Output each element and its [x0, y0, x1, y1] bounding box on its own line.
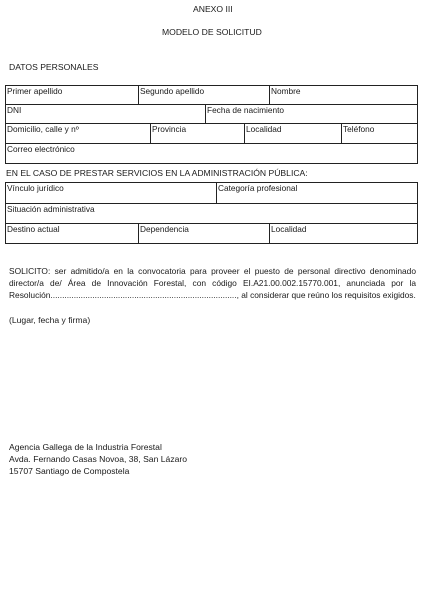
localidad-destino-label: Localidad — [271, 224, 307, 234]
address-block — [9, 441, 187, 477]
address-line-2: Avda. Fernando Casas Novoa, 38, San Lázaro — [9, 454, 188, 464]
correo-label: Correo electrónico — [7, 144, 75, 154]
situacion-label: Situación administrativa — [7, 204, 95, 214]
fecha-nacimiento-label: Fecha de nacimiento — [207, 105, 285, 115]
correo-field[interactable] — [5, 143, 418, 164]
lugar-fecha-firma: (Lugar, fecha y firma) — [9, 315, 91, 325]
nombre-field[interactable] — [269, 85, 418, 105]
segundo-apellido-label: Segundo apellido — [140, 86, 205, 96]
categoria-label: Categoría profesional — [218, 183, 298, 193]
fecha-nacimiento-field[interactable] — [205, 104, 418, 124]
telefono-label: Teléfono — [343, 124, 375, 134]
provincia-label: Provincia — [152, 124, 187, 134]
localidad-field[interactable] — [244, 123, 342, 144]
primer-apellido-field[interactable] — [5, 85, 139, 105]
vinculo-label: Vínculo jurídico — [7, 183, 64, 193]
solicito-paragraph — [9, 265, 416, 301]
primer-apellido-label: Primer apellido — [7, 86, 63, 96]
destino-label: Destino actual — [7, 224, 60, 234]
nombre-label: Nombre — [271, 86, 301, 96]
annex-title: ANEXO III — [193, 4, 233, 14]
vinculo-field[interactable] — [5, 182, 217, 204]
dni-field[interactable] — [5, 104, 206, 124]
solicito-line-3: Resolución................................................................................, al considerar que reúno los requisitos exigidos. — [9, 290, 416, 300]
address-line-1: Agencia Gallega de la Industria Forestal — [9, 442, 162, 452]
segundo-apellido-field[interactable] — [138, 85, 270, 105]
categoria-field[interactable] — [216, 182, 418, 204]
dependencia-label: Dependencia — [140, 224, 189, 234]
dependencia-field[interactable] — [138, 223, 270, 244]
localidad-destino-field[interactable] — [269, 223, 418, 244]
destino-field[interactable] — [5, 223, 139, 244]
situacion-field[interactable] — [5, 203, 418, 224]
personal-data-heading: DATOS PERSONALES — [9, 62, 99, 72]
domicilio-label: Domicilio, calle y nº — [7, 124, 79, 134]
localidad-label: Localidad — [246, 124, 282, 134]
address-line-3: 15707 Santiago de Compostela — [9, 466, 130, 476]
provincia-field[interactable] — [150, 123, 245, 144]
solicito-line-2: director/a de/ Área de Innovación Forestal, con código EI.A21.00.002.15770.001, anunciada por la — [9, 278, 416, 288]
domicilio-field[interactable] — [5, 123, 151, 144]
form-title: MODELO DE SOLICITUD — [162, 27, 262, 37]
telefono-field[interactable] — [341, 123, 418, 144]
solicito-line-1: SOLICITO: ser admitido/a en la convocatoria para proveer el puesto de personal directivo denominado — [9, 266, 416, 276]
dni-label: DNI — [7, 105, 22, 115]
public-service-heading: EN EL CASO DE PRESTAR SERVICIOS EN LA ADMINISTRACIÓN PÚBLICA: — [6, 168, 308, 178]
